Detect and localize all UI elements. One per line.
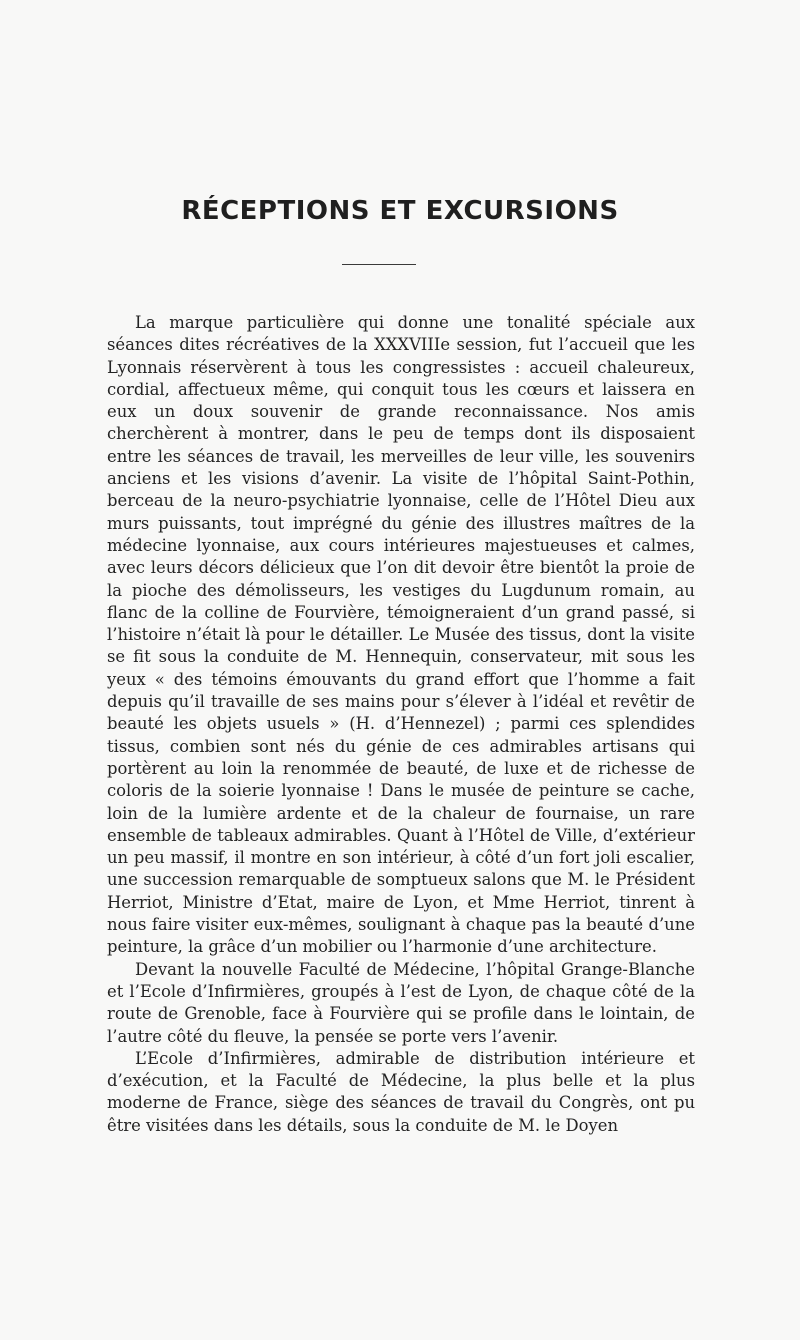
paragraph-3: L’Ecole d’Infirmières, admirable de distribution intérieure et d’exécution, et la Faculté de Médecine, la plus belle et la plus moderne de France, siège des séances de travail du Congrès, ont pu être visitées dans les détails, sous la conduite de M. le Doyen	[107, 1048, 695, 1135]
section-title: RÉCEPTIONS ET EXCURSIONS	[181, 196, 619, 226]
paragraph-2: Devant la nouvelle Faculté de Médecine, l’hôpital Grange-Blanche et l’Ecole d’Infirmières, groupés à l’est de Lyon, de chaque côté de la route de Grenoble, face à Fourvière qui se profile dans le lointain, de l’autre côté du fleuve, la pensée se porte vers l’avenir.	[107, 959, 695, 1046]
title-divider	[342, 264, 416, 265]
body-text	[107, 312, 695, 1137]
paragraph-1: La marque particulière qui donne une tonalité spéciale aux séances dites récréatives de la XXXVIIIe session, fut l’accueil que les Lyonnais réservèrent à tous les congressistes : accueil chaleureux, cordial, affectueux même, qui conquit tous les cœurs et laissera en eux un doux souvenir de grande reconnaissance. Nos amis cherchèrent à montrer, dans le peu de temps dont ils disposaient entre les séances de travail, les merveilles de leur ville, les souvenirs anciens et les visions d’avenir. La visite de l’hôpital Saint-Pothin, berceau de la neuro-psychiatrie lyonnaise, celle de l’Hôtel Dieu aux murs puissants, tout imprégné du génie des illustres maîtres de la médecine lyonnaise, aux cours intérieures majestueuses et calmes, avec leurs décors délicieux que l’on dit devoir être bientôt la proie de la pioche des démolisseurs, les vestiges du Lugdunum romain, au flanc de la colline de Fourvière, témoigneraient d’un grand passé, si l’histoire n’était là pour le détailler. Le Musée des tissus, dont la visite se fit sous la conduite de M. Hennequin, conservateur, mit sous les yeux « des témoins émouvants du grand effort que l’homme a fait depuis qu’il travaille de ses mains pour s’élever à l’idéal et revêtir de beauté les objets usuels » (H. d’Hennezel) ; parmi ces splendides tissus, combien sont nés du génie de ces admirables artisans qui portèrent au loin la renommée de beauté, de luxe et de richesse de coloris de la soierie lyonnaise ! Dans le musée de peinture se cache, loin de la lumière ardente et de la chaleur de fournaise, un rare ensemble de tableaux admirables. Quant à l’Hôtel de Ville, d’extérieur un peu massif, il montre en son intérieur, à côté d’un fort joli escalier, une succession remarquable de somptueux salons que M. le Président Herriot, Ministre d’Etat, maire de Lyon, et Mme Herriot, tinrent à nous faire visiter eux-mêmes, soulignant à chaque pas la beauté d’une peinture, la grâce d’un mobilier ou l’harmonie d’une architecture.	[107, 313, 695, 957]
